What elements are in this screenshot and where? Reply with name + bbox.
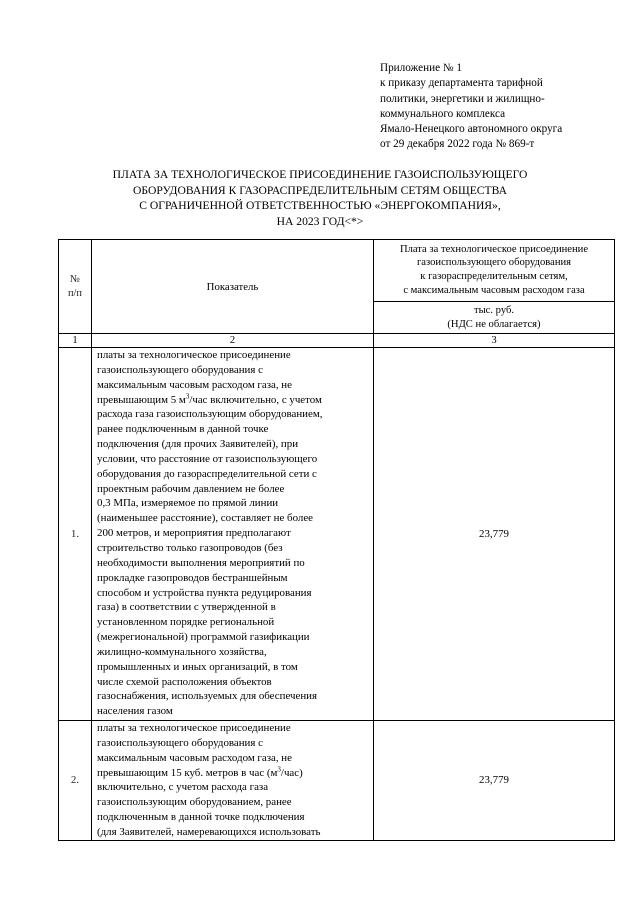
- header-unit-vat: (НДС не облагается): [447, 318, 541, 330]
- header-fee: [374, 240, 615, 302]
- header-number-abbr: п/п: [67, 287, 82, 299]
- appendix-line: от 29 декабря 2022 года № 869-т: [380, 138, 535, 151]
- row-value: 23,779: [374, 348, 615, 721]
- header-fee-line: к газораспределительным сетям,: [420, 271, 568, 282]
- header-fee-line: газоиспользующего оборудования: [416, 257, 572, 269]
- header-unit: [374, 302, 615, 334]
- table-row: [59, 348, 615, 721]
- column-index: 3: [374, 334, 615, 348]
- row-number: 2.: [59, 721, 92, 841]
- title-line: ПЛАТА ЗА ТЕХНОЛОГИЧЕСКОЕ ПРИСОЕДИНЕНИЕ ГАЗОИСПОЛЬЗУЮЩЕГО: [112, 168, 528, 181]
- row-description: платы за технологическое присоединение газоиспользующего оборудования с максимальным часовым расходом газа, не превышающим 15 куб. метров в час $(м^3/час)$ включительно, с учетом расхода газа газоиспользующим оборудованием, ранее подключенным в данной точке подключения (для Заявителей, намеревающихся использовать: [92, 721, 374, 841]
- appendix-line: к приказу департамента тарифной: [380, 77, 543, 90]
- document-title: [60, 167, 580, 229]
- column-index: 2: [92, 334, 374, 348]
- title-line: С ОГРАНИЧЕННОЙ ОТВЕТСТВЕННОСТЬЮ «ЭНЕРГОКОМПАНИЯ»,: [139, 199, 501, 212]
- header-indicator: Показатель: [92, 240, 374, 334]
- desc-line-with-sup: превышающим 5 $м^3$/час включительно, с учетом: [97, 391, 322, 406]
- header-number: [59, 240, 92, 334]
- desc-line-with-sup: превышающим 15 куб. метров в час $(м^3/час)$: [97, 764, 303, 779]
- appendix-line: коммунального комплекса: [380, 107, 506, 120]
- appendix-line: Приложение № 1: [380, 62, 462, 74]
- table-row: [59, 721, 615, 841]
- title-line: ОБОРУДОВАНИЯ К ГАЗОРАСПРЕДЕЛИТЕЛЬНЫМ СЕТЯМ ОБЩЕСТВА: [133, 183, 507, 197]
- appendix-block: [380, 61, 630, 153]
- column-index-row: [59, 334, 615, 348]
- header-unit-currency: тыс. руб.: [473, 304, 515, 316]
- title-line: НА 2023 ГОД<*>: [276, 214, 364, 228]
- header-fee-line: с максимальным часовым расходом газа: [403, 284, 585, 296]
- header-number-symbol: №: [70, 273, 80, 285]
- appendix-line: политики, энергетики и жилищно-: [380, 92, 545, 105]
- header-fee-line: Плата за технологическое присоединение: [399, 243, 589, 255]
- fee-table: [58, 239, 615, 841]
- row-number: 1.: [59, 348, 92, 721]
- column-index: 1: [59, 334, 92, 348]
- row-value: 23,779: [374, 721, 615, 841]
- row-description: платы за технологическое присоединение газоиспользующего оборудования с максимальным часовым расходом газа, не превышающим 5 $м^3$/час включительно, с учетом расхода газа газоиспользующим оборудованием, ранее подключенным в данной точке подключения (для прочих Заявителей), при условии, что расстояние от газоиспользующего оборудования до газораспределительной сети с проектным рабочим давлением не более 0,3 МПа, измеряемое по прямой линии (наименьшее расстояние), составляет не более 200 метров, и мероприятия предполагают строительство только газопроводов (без необходимости выполнения мероприятий по прокладке газопроводов бестраншейным способом и устройства пункта редуцирования газа) в соответствии с утвержденной в установленном порядке региональной (межрегиональной) программой газификации жилищно-коммунального хозяйства, промышленных и иных организаций, в том числе схемой расположения объектов газоснабжения, используемых для обеспечения населения газом: [92, 348, 374, 721]
- appendix-line: Ямало-Ненецкого автономного округа: [380, 123, 563, 136]
